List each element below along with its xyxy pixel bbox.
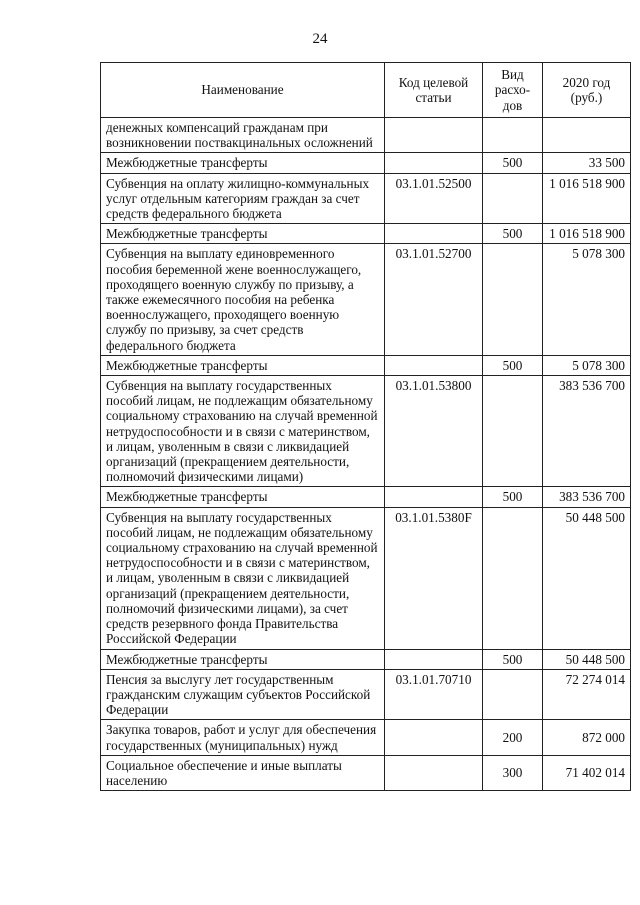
row-name-cell: Межбюджетные трансферты [101, 224, 385, 244]
row-code-cell [385, 487, 483, 507]
row-sum-cell: 50 448 500 [543, 507, 631, 649]
row-code-cell [385, 224, 483, 244]
row-sum-cell: 383 536 700 [543, 487, 631, 507]
budget-table [100, 62, 631, 791]
row-sum-cell: 1 016 518 900 [543, 224, 631, 244]
table-row [101, 669, 631, 720]
row-vid-cell [483, 376, 543, 487]
table-header-row [101, 63, 631, 118]
row-sum-cell: 1 016 518 900 [543, 173, 631, 224]
table-row [101, 224, 631, 244]
row-name-cell: денежных компенсаций гражданам при возникновении поствакцинальных осложнений [101, 118, 385, 153]
table-row [101, 173, 631, 224]
row-code-cell: 03.1.01.52700 [385, 244, 483, 355]
row-vid-cell: 200 [483, 720, 543, 755]
row-sum-cell [543, 118, 631, 153]
row-sum-cell: 872 000 [543, 720, 631, 755]
row-name-cell: Субвенция на выплату государственных пособий лицам, не подлежащим обязательному социальному страхованию на случай временной нетрудоспособности и в связи с материнством, и лицам, уволенным в связи с ликвидацией организаций (прекращением деятельности, полномочий физическими лицами) [101, 376, 385, 487]
row-name-cell: Социальное обеспечение и иные выплаты населению [101, 755, 385, 790]
header-sum: 2020 год (руб.) [543, 63, 631, 118]
row-vid-cell [483, 244, 543, 355]
row-sum-cell: 50 448 500 [543, 649, 631, 669]
table-row [101, 649, 631, 669]
row-vid-cell [483, 507, 543, 649]
row-vid-cell [483, 118, 543, 153]
row-name-cell: Субвенция на выплату государственных пособий лицам, не подлежащим обязательному социальному страхованию на случай временной нетрудоспособности и в связи с материнством, и лицам, уволенным в связи с ликвидацией организаций (прекращением деятельности, полномочий физическими лицами), за счет средств резервного фонда Правительства Российской Федерации [101, 507, 385, 649]
page-number: 24 [312, 31, 328, 47]
table-row [101, 244, 631, 355]
row-sum-cell: 71 402 014 [543, 755, 631, 790]
row-vid-cell: 500 [483, 224, 543, 244]
row-code-cell [385, 355, 483, 375]
table-row [101, 755, 631, 790]
table-row [101, 355, 631, 375]
row-code-cell [385, 649, 483, 669]
table-body [101, 118, 631, 791]
header-code: Код целевой статьи [385, 63, 483, 118]
row-name-cell: Субвенция на выплату единовременного пособия беременной жене военнослужащего, проходящего военную службу по призыву, а также ежемесячного пособия на ребенка военнослужащего, проходящего военную службу по призыву, за счет средств федерального бюджета [101, 244, 385, 355]
table-row [101, 507, 631, 649]
row-name-cell: Субвенция на оплату жилищно-коммунальных услуг отдельным категориям граждан за счет средств федерального бюджета [101, 173, 385, 224]
row-sum-cell: 5 078 300 [543, 355, 631, 375]
row-name-cell: Пенсия за выслугу лет государственным гражданским служащим субъектов Российской Федерации [101, 669, 385, 720]
row-name-cell: Межбюджетные трансферты [101, 153, 385, 173]
row-code-cell: 03.1.01.52500 [385, 173, 483, 224]
row-vid-cell: 500 [483, 355, 543, 375]
row-code-cell: 03.1.01.53800 [385, 376, 483, 487]
row-code-cell [385, 153, 483, 173]
row-code-cell [385, 118, 483, 153]
row-sum-cell: 383 536 700 [543, 376, 631, 487]
row-vid-cell: 500 [483, 487, 543, 507]
row-name-cell: Межбюджетные трансферты [101, 487, 385, 507]
table-row [101, 153, 631, 173]
header-vid: Вид расхо-дов [483, 63, 543, 118]
row-vid-cell [483, 669, 543, 720]
row-sum-cell: 72 274 014 [543, 669, 631, 720]
row-vid-cell [483, 173, 543, 224]
table-row [101, 118, 631, 153]
table-row [101, 720, 631, 755]
row-vid-cell: 300 [483, 755, 543, 790]
row-code-cell [385, 720, 483, 755]
row-sum-cell: 5 078 300 [543, 244, 631, 355]
table-row [101, 487, 631, 507]
row-code-cell [385, 755, 483, 790]
row-vid-cell: 500 [483, 649, 543, 669]
header-name: Наименование [101, 63, 385, 118]
table-row [101, 376, 631, 487]
row-vid-cell: 500 [483, 153, 543, 173]
row-name-cell: Закупка товаров, работ и услуг для обеспечения государственных (муниципальных) нужд [101, 720, 385, 755]
row-name-cell: Межбюджетные трансферты [101, 649, 385, 669]
row-sum-cell: 33 500 [543, 153, 631, 173]
row-name-cell: Межбюджетные трансферты [101, 355, 385, 375]
row-code-cell: 03.1.01.70710 [385, 669, 483, 720]
row-code-cell: 03.1.01.5380F [385, 507, 483, 649]
